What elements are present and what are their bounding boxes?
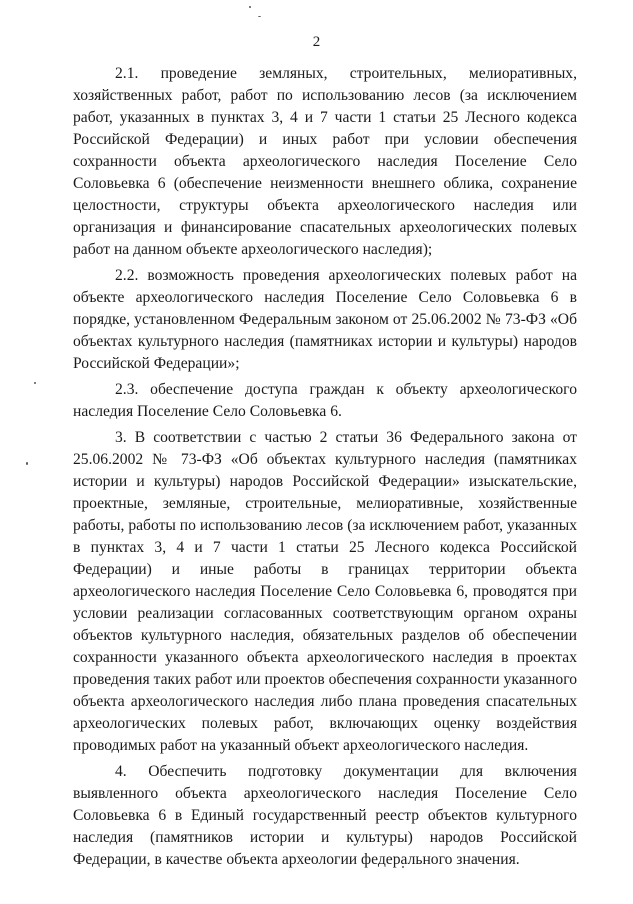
scan-speck — [249, 6, 251, 8]
scan-speck — [34, 382, 36, 384]
paragraph-2-3: 2.3. обеспечение доступа граждан к объекту археологического наследия Поселение Село Соловьевка 6. — [73, 381, 577, 420]
scan-speck — [258, 16, 261, 17]
page-number: 2 — [312, 34, 321, 50]
paragraph-4: 4. Обеспечить подготовку документации для включения выявленного объекта археологического наследия Поселение Село Соловьевка 6 в Единый государственный реестр объектов культурного наследия (памятников истории и культуры) народов Российской Федерации, в качестве объекта археологии федерального значения. — [73, 763, 577, 868]
paragraph-3: 3. В соответствии с частью 2 статьи 36 Федерального закона от 25.06.2002 № 73-ФЗ «Об объектах культурного наследия (памятниках истории и культуры) народов Российской Федерации» изыскательские, проектные, земляные, строительные, мелиоративные, хозяйственные работы, работы по использованию лесов (за исключением работ, указанных в пунктах 3, 4 и 7 части 1 статьи 25 Лесного кодекса Российской Федерации) и иные работы в границах территории объекта археологического наследия Поселение Село Соловьевка 6, проводятся при условии реализации согласованных соответствующим органом охраны объектов культурного наследия, обязательных разделов об обеспечении сохранности указанного объекта археологического наследия в проектах проведения таких работ или проектов обеспечения сохранности указанного объекта археологического наследия либо плана проведения спасательных археологических полевых работ, включающих оценку воздействия проводимых работ на указанный объект археологического наследия. — [73, 429, 577, 754]
document-body — [73, 63, 577, 872]
paragraph-2-1: 2.1. проведение земляных, строительных, мелиоративных, хозяйственных работ, работ по использованию лесов (за исключением работ, указанных в пунктах 3, 4 и 7 части 1 статьи 25 Лесного кодекса Российской Федерации) и иных работ при условии обеспечения сохранности объекта археологического наследия Поселение Село Соловьевка 6 (обеспечение неизменности внешнего облика, сохранение целостности, структуры объекта археологического наследия или организация и финансирование спасательных археологических полевых работ на данном объекте археологического наследия); — [73, 65, 577, 258]
scan-speck — [26, 462, 28, 465]
paragraph-2-2: 2.2. возможность проведения археологических полевых работ на объекте археологического наследия Поселение Село Соловьевка 6 в порядке, установленном Федеральным законом от 25.06.2002 № 73-ФЗ «Об объектах культурного наследия (памятниках истории и культуры) народов Российской Федерации»; — [73, 267, 577, 372]
